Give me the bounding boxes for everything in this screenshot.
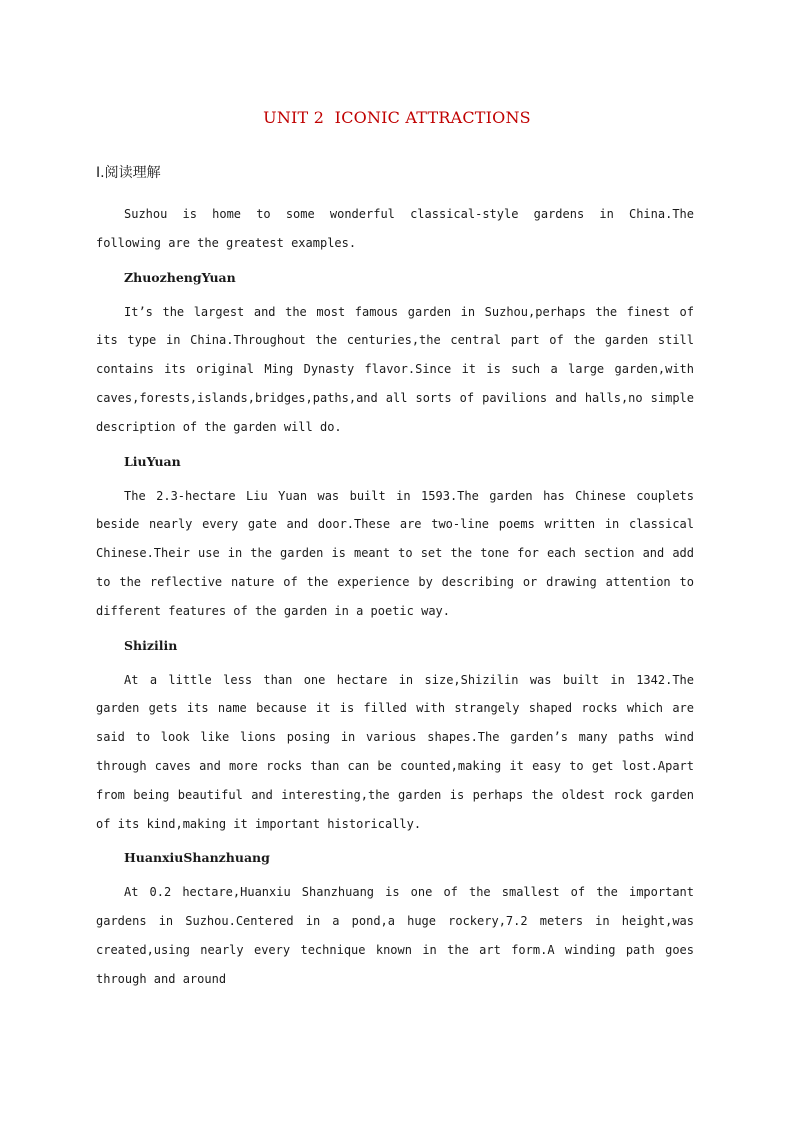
garden-paragraph-huanxiushanzhuang: At 0.2 hectare,Huanxiu Shanzhuang is one of the smallest of the important gardens in Suzhou.Centered in a pond,a huge rockery,7.2 meters in height,was created,using nearly every technique known in the art form.A winding path goes through and around <box>96 885 694 986</box>
garden-paragraph-liuyuan: The 2.3-hectare Liu Yuan was built in 1593.The garden has Chinese couplets beside nearly every gate and door.These are two-line poems written in classical Chinese.Their use in the garden is meant to set the tone for each section and add to the reflective nature of the experience by describing or drawing attention to different features of the garden in a poetic way. <box>96 488 694 618</box>
garden-paragraph-shizilin: At a little less than one hectare in size,Shizilin was built in 1342.The garden gets its name because it is filled with strangely shaped rocks which are said to look like lions posing in various shapes.The garden’s many paths wind through caves and more rocks than can be counted,making it easy to get lost.Apart from being beautiful and interesting,the garden is perhaps the oldest rock garden of its kind,making it important historically. <box>96 672 694 831</box>
garden-heading-shizilin: Shizilin <box>124 637 178 653</box>
garden-heading-huanxiushanzhuang: HuanxiuShanzhuang <box>124 850 270 866</box>
page-title: UNIT 2 ICONIC ATTRACTIONS <box>263 108 531 127</box>
intro-paragraph: Suzhou is home to some wonderful classical-style gardens in China.The following are the greatest examples. <box>96 207 694 250</box>
document-body <box>96 200 694 994</box>
garden-paragraph-zhuozhengyuan: It’s the largest and the most famous garden in Suzhou,perhaps the finest of its type in China.Throughout the centuries,the central part of the garden still contains its original Ming Dynasty flavor.Since it is such a large garden,with caves,forests,islands,bridges,paths,and all sorts of pavilions and halls,no simple description of the garden will do. <box>96 304 694 434</box>
garden-heading-liuyuan: LiuYuan <box>124 453 181 469</box>
garden-heading-zhuozhengyuan: ZhuozhengYuan <box>124 269 236 285</box>
section-label: Ⅰ.阅读理解 <box>96 165 161 181</box>
